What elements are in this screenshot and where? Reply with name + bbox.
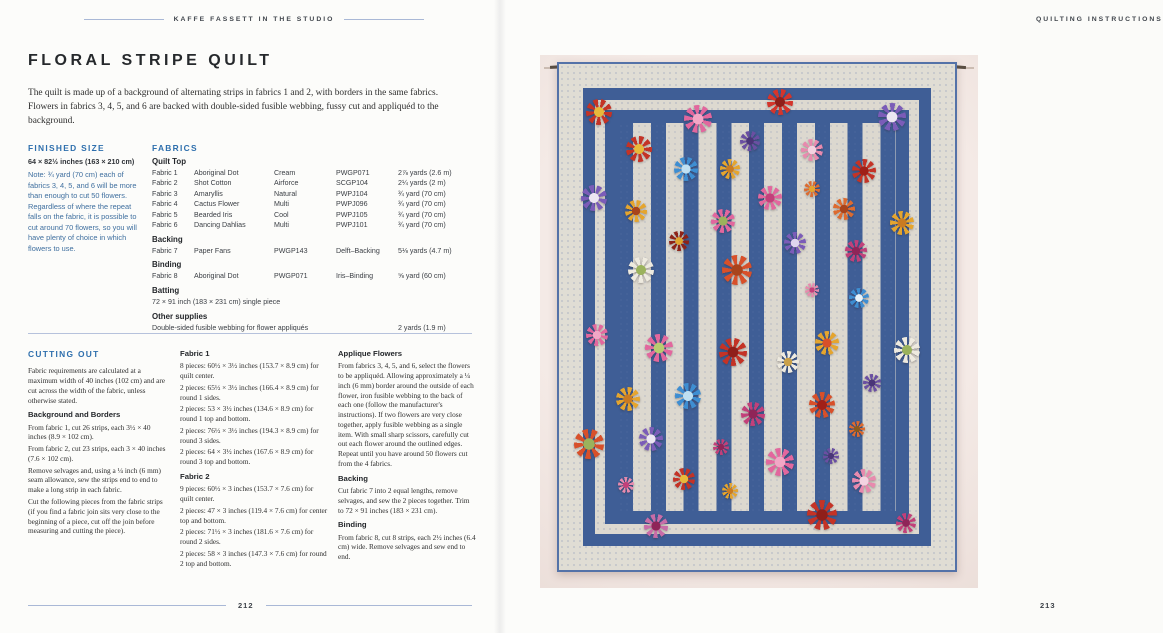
applique-flower [849, 288, 869, 308]
fabric-cell: Aboriginal Dot [194, 272, 239, 281]
fabric-cell: Cool [274, 210, 289, 219]
left-running-footer [28, 601, 472, 610]
fabric-cell: Paper Fans [194, 246, 231, 255]
applique-flower [815, 331, 839, 355]
fabric-cell: ¾ yard (70 cm) [398, 189, 446, 198]
cutting-step: 2 pieces: 47 × 3 inches (119.4 × 7.6 cm) for center top and bottom. [180, 505, 328, 525]
fabric-cell: Cream [274, 169, 296, 177]
fabric-cell: PWPJ101 [336, 221, 368, 230]
fabric-cell: 5⅛ yards (4.7 m) [398, 246, 452, 255]
quilt-flowers-layer [559, 64, 955, 570]
batting-label: Batting [152, 285, 180, 295]
applique-flower [777, 351, 799, 373]
fabric-cell: ¾ yard (70 cm) [398, 200, 446, 209]
fabric-cell: Fabric 6 [152, 221, 178, 230]
fabric-group-label: Backing [152, 234, 183, 244]
left-running-header-text: KAFFE FASSETT IN THE STUDIO [173, 16, 335, 23]
applique-flower [804, 181, 820, 197]
fabrics-heading: FABRICS [152, 143, 198, 153]
fabric-row [152, 168, 482, 178]
binding-body: From fabric 8, cut 8 strips, each 2½ inches (6.4 cm) wide. Remove selvages and sew end to end. [338, 532, 476, 562]
finished-size-section [28, 143, 142, 333]
fabric-cell: Fabric 2 [152, 179, 178, 188]
applique-flower [711, 209, 735, 233]
applique-flower [849, 421, 865, 437]
backing-body: Cut fabric 7 into 2 equal lengths, remove selvages, and sew the 2 pieces together. Trim to 72 × 91 inches (183 × 231 cm). [338, 486, 470, 515]
applique-flower [740, 131, 760, 151]
fabric-group-label: Quilt Top [152, 157, 187, 166]
applique-flower [639, 427, 663, 451]
fabric-cell: PWGP143 [274, 246, 308, 255]
batting-text: 72 × 91 inch (183 × 231 cm) single piece [152, 297, 281, 306]
header-rule-right [344, 19, 424, 20]
cutting-column-3 [338, 349, 476, 570]
page-right [500, 0, 1163, 633]
fabric-cell: Aboriginal Dot [194, 169, 239, 177]
applique-flower [618, 477, 634, 493]
applique-flower [807, 500, 837, 530]
fabric-row [152, 178, 482, 188]
fabric-cell: Fabric 3 [152, 189, 178, 198]
cutting-step: 8 pieces: 60½ × 3½ inches (153.7 × 8.9 cm) for quilt center. [180, 361, 319, 381]
applique-flower [784, 232, 806, 254]
fabric-cell: Multi [274, 221, 289, 230]
other-supplies-item: Double-sided fusible webbing for flower appliqués [152, 323, 309, 332]
cutting-step: 2 pieces: 76½ × 3½ inches (194.3 × 8.9 cm) for round 3 sides. [180, 425, 319, 445]
applique-flower [616, 387, 640, 411]
fabric-row [152, 220, 482, 230]
applique-flower [890, 211, 914, 235]
fabric-cell: PWGP071 [336, 169, 370, 177]
applique-flower [766, 448, 794, 476]
fabric-cell: Iris–Binding [336, 272, 374, 281]
backing-heading: Backing [338, 473, 368, 483]
applique-flower [720, 159, 740, 179]
applique-flower [722, 255, 752, 285]
fabric-cell: Fabric 7 [152, 246, 178, 255]
fabric-cell: ¾ yard (70 cm) [398, 210, 446, 219]
applique-flower [809, 392, 835, 418]
applique-flower [741, 402, 765, 426]
other-supplies-amount: 2 yards (1.9 m) [398, 323, 446, 332]
applique-flowers-heading: Applique Flowers [338, 349, 403, 358]
applique-flower [805, 283, 819, 297]
floral-stripe-quilt [557, 62, 957, 572]
binding-heading: Binding [338, 520, 367, 530]
fabric-cell: PWGP071 [274, 272, 308, 281]
cutting-column-2 [180, 349, 328, 570]
fabric-cell: 2⅞ yards (2.6 m) [398, 169, 452, 177]
fabric-cell: ¾ yard (70 cm) [398, 221, 446, 230]
fabric-cell: PWPJ096 [336, 200, 368, 209]
top-columns [28, 143, 482, 333]
applique-flower [719, 338, 747, 366]
fabric-cell: 2¼ yards (2 m) [398, 179, 446, 188]
applique-flower [628, 257, 654, 283]
applique-flower [644, 514, 668, 538]
fabric-group-label: Binding [152, 260, 182, 270]
cutting-step: 2 pieces: 58 × 3 inches (147.3 × 7.6 cm) for round 2 top and bottom. [180, 548, 327, 568]
fabric1-heading: Fabric 1 [180, 349, 210, 358]
applique-flower [581, 185, 607, 211]
applique-flower [852, 159, 876, 183]
fabric-cell: SCGP104 [336, 179, 368, 188]
fabric-cell: Fabric 8 [152, 272, 178, 281]
applique-flower [823, 448, 839, 464]
applique-flower [574, 429, 604, 459]
finished-size-heading: FINISHED SIZE [28, 143, 105, 153]
header-rule-left [84, 19, 164, 20]
applique-flower [801, 139, 823, 161]
applique-flower [674, 157, 698, 181]
applique-flower [767, 89, 793, 115]
fabric-row [152, 189, 482, 199]
fabric-row [152, 271, 482, 281]
applique-flower [863, 374, 881, 392]
fabric-cell: Delft–Backing [336, 246, 380, 255]
applique-flower [852, 469, 876, 493]
fabric-cell: Multi [274, 200, 289, 209]
cutting-column-1 [28, 349, 170, 570]
fabric-cell: Bearded Iris [194, 210, 233, 219]
applique-flower [758, 186, 782, 210]
cutting-step: 2 pieces: 71½ × 3 inches (181.6 × 7.6 cm) for round 2 sides. [180, 527, 314, 547]
cutting-step: Cut the following pieces from the fabric strips (if you find a fabric join sits very close to the beginning of a piece, cut off the join before measuring and cutting the piece). [28, 496, 163, 536]
applique-flower [833, 198, 855, 220]
fabric-cell: ⅝ yard (60 cm) [398, 272, 446, 281]
fabric-row [152, 210, 482, 220]
other-supplies-row [152, 323, 482, 334]
other-supplies-label: Other supplies [152, 311, 208, 321]
left-running-header [84, 16, 424, 23]
cutting-intro: Fabric requirements are calculated at a maximum width of 40 inches (102 cm) and are cut across the width of the fabric, unless otherwise stated. [28, 366, 165, 405]
page-left [0, 0, 500, 633]
applique-flower [845, 240, 867, 262]
footer-rule-right [266, 605, 472, 606]
fabrics-groups [152, 157, 482, 282]
applique-flower [675, 383, 701, 409]
cutting-step: 9 pieces: 60½ × 3 inches (153.7 × 7.6 cm) for quilt center. [180, 484, 314, 504]
intro-paragraph: The quilt is made up of a background of alternating strips in fabrics 1 and 2, with borders in the same fabrics. Flowers in fabrics 3, 4, 5, and 6 are backed with double-sided fusible webbing, fussy cut and appliquéd to the background. [28, 88, 439, 127]
fabric-cell: Dancing Dahlias [194, 221, 246, 230]
quilt-photo [540, 55, 978, 588]
applique-flower [626, 136, 652, 162]
right-running-header-text: QUILTING INSTRUCTIONS [1036, 16, 1163, 23]
cutting-step: 2 pieces: 53 × 3½ inches (134.6 × 8.9 cm) for round 1 top and bottom. [180, 404, 314, 424]
applique-flower [645, 334, 673, 362]
applique-flower [713, 439, 729, 455]
cutting-step: Remove selvages and, using a ¼ inch (6 mm) seam allowance, sew the strips end to end to make a long strip in each fabric. [28, 465, 161, 495]
applique-flower [894, 337, 920, 363]
applique-flower [878, 103, 906, 131]
fabric-cell: Fabric 1 [152, 169, 178, 177]
applique-flower [684, 105, 712, 133]
cutting-step: From fabric 1, cut 26 strips, each 3½ × 40 inches (8.9 × 102 cm). [28, 422, 151, 442]
applique-flowers-body: From fabrics 3, 4, 5, and 6, select the flowers to be appliquéd. Allowing approximately a ¼ inch (6 mm) border around the outside of each flower, iron fusible webbing to the back of each one (follow the manufacturer's instructions). If two flowers are very close together, apply fusible webbing as a single item. With small sharp scissors, carefully cut out each flower around the outlined edges. Repeat until you have around 50 flowers cut from the 4 fabrics. [338, 361, 474, 468]
applique-flower [722, 483, 738, 499]
fabric-cell: Shot Cotton [194, 179, 232, 188]
fabric-cell: Airforce [274, 179, 299, 188]
applique-flower [586, 99, 612, 125]
finished-size-value: 64 × 82½ inches (163 × 210 cm) [28, 157, 135, 166]
fabric-cell: PWPJ104 [336, 189, 368, 198]
fabric-cell: Natural [274, 189, 297, 198]
applique-flower [896, 513, 916, 533]
fabric-cell: Amaryllis [194, 189, 223, 198]
applique-flower [673, 468, 695, 490]
fabric-cell: Cactus Flower [194, 200, 240, 209]
fabric-cell: Fabric 5 [152, 210, 178, 219]
cutting-step: 2 pieces: 64 × 3½ inches (167.6 × 8.9 cm) for round 3 top and bottom. [180, 447, 314, 467]
fabric-row [152, 246, 482, 256]
right-page-number: 213 [1040, 601, 1056, 610]
fabric-cell: PWPJ105 [336, 210, 368, 219]
cutting-out-heading: CUTTING OUT [28, 349, 100, 359]
background-borders-heading: Background and Borders [28, 410, 121, 420]
cutting-step: From fabric 2, cut 23 strips, each 3 × 40 inches (7.6 × 102 cm). [28, 444, 166, 463]
cutting-out-section [28, 349, 476, 570]
section-divider-rule [28, 333, 472, 334]
left-page-number: 212 [238, 601, 254, 610]
page-title: FLORAL STRIPE QUILT [28, 52, 273, 69]
fabric-row [152, 199, 482, 209]
fabric2-heading: Fabric 2 [180, 471, 210, 481]
footer-rule-left [28, 605, 226, 606]
fabrics-section [152, 143, 482, 333]
finished-size-note: Note: ¾ yard (70 cm) each of fabrics 3, 4, 5, and 6 will be more than enough to cut 50 flowers. Regardless of where the repeat falls on the fabric, it is possible to cut around 70 flowers, so you will have plenty of choice in which flowers to use. [28, 170, 137, 253]
applique-flower [586, 324, 608, 346]
applique-flower [669, 231, 689, 251]
cutting-step: 2 pieces: 65½ × 3½ inches (166.4 × 8.9 cm) for round 1 sides. [180, 382, 319, 402]
fabric-cell: Fabric 4 [152, 200, 178, 209]
applique-flower [625, 200, 647, 222]
